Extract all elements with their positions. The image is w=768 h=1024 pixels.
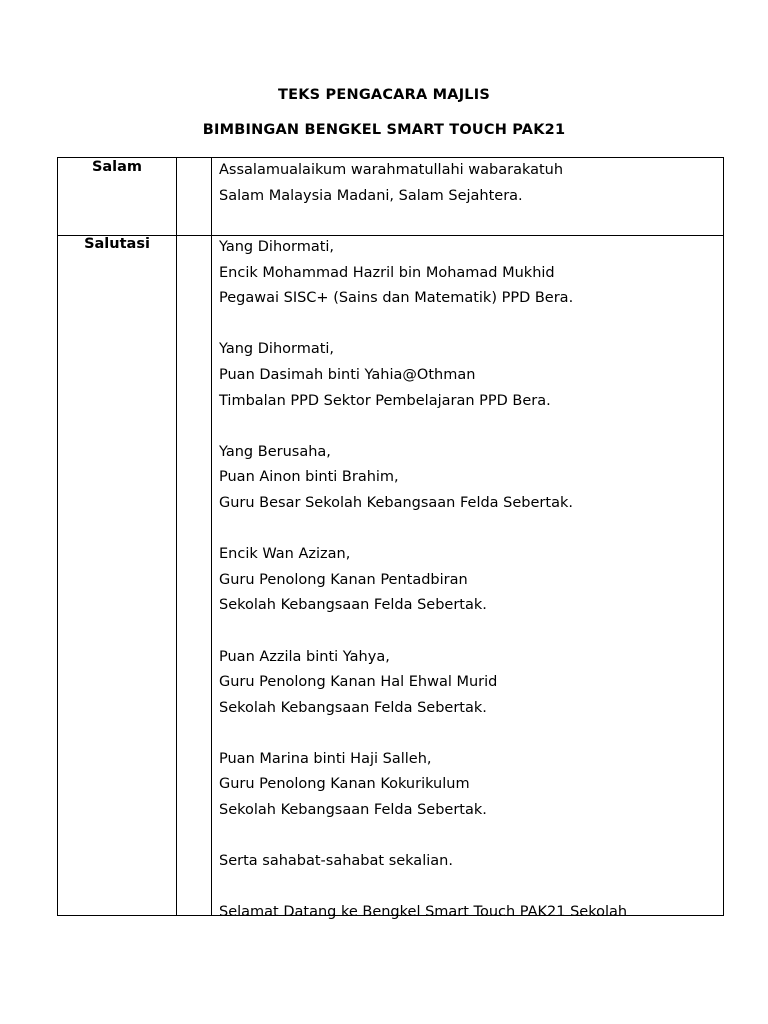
text-line: Encik Mohammad Hazril bin Mohamad Mukhid — [219, 264, 555, 281]
text-line: Selamat Datang ke Bengkel Smart Touch PAK21 Sekolah — [219, 904, 628, 921]
text-line: Puan Azzila binti Yahya, — [219, 648, 390, 665]
document-subtitle: BIMBINGAN BENGKEL SMART TOUCH PAK21 — [202, 122, 566, 138]
text-line: Encik Wan Azizan, — [219, 546, 351, 563]
script-table — [57, 157, 724, 921]
row-content-salutasi — [219, 235, 719, 926]
text-line: Puan Marina binti Haji Salleh, — [219, 750, 432, 767]
text-line: Yang Dihormati, — [219, 239, 335, 255]
paragraph-gap — [219, 517, 719, 543]
text-line: Sekolah Kebangsaan Felda Sebertak. — [219, 699, 487, 716]
table-column-divider — [211, 158, 212, 915]
paragraph-gap — [219, 824, 719, 850]
text-line: Guru Penolong Kanan Pentadbiran — [219, 571, 468, 588]
text-line: Guru Penolong Kanan Hal Ehwal Murid — [219, 674, 498, 691]
row-label-salutasi: Salutasi — [84, 236, 150, 252]
text-line: Assalamualaikum warahmatullahi wabarakatuh — [219, 162, 564, 178]
table-column-divider — [176, 158, 177, 915]
row-label-salam: Salam — [91, 159, 143, 175]
text-line: Timbalan PPD Sektor Pembelajaran PPD Bera. — [219, 392, 551, 409]
paragraph-gap — [219, 619, 719, 645]
text-line: Sekolah Kebangsaan Felda Sebertak. — [219, 802, 487, 819]
text-line: Serta sahabat-sahabat sekalian. — [219, 853, 453, 870]
paragraph-gap — [219, 312, 719, 338]
text-line: Yang Dihormati, — [219, 341, 335, 358]
text-line: Salam Malaysia Madani, Salam Sejahtera. — [219, 187, 523, 204]
text-line: Puan Dasimah binti Yahia@Othman — [219, 366, 476, 383]
text-line: Guru Besar Sekolah Kebangsaan Felda Sebertak. — [219, 494, 573, 511]
document-title: TEKS PENGACARA MAJLIS — [278, 87, 490, 103]
paragraph-gap — [219, 721, 719, 747]
paragraph-gap — [219, 414, 719, 440]
text-line: Guru Penolong Kanan Kokurikulum — [219, 776, 470, 793]
text-line: Sekolah Kebangsaan Felda Sebertak. — [219, 597, 487, 614]
paragraph-gap — [219, 875, 719, 901]
text-line: Yang Berusaha, — [219, 443, 331, 460]
text-line: Puan Ainon binti Brahim, — [219, 469, 399, 486]
text-line: Pegawai SISC+ (Sains dan Matematik) PPD Bera. — [219, 290, 574, 307]
row-content-salam — [219, 158, 719, 209]
